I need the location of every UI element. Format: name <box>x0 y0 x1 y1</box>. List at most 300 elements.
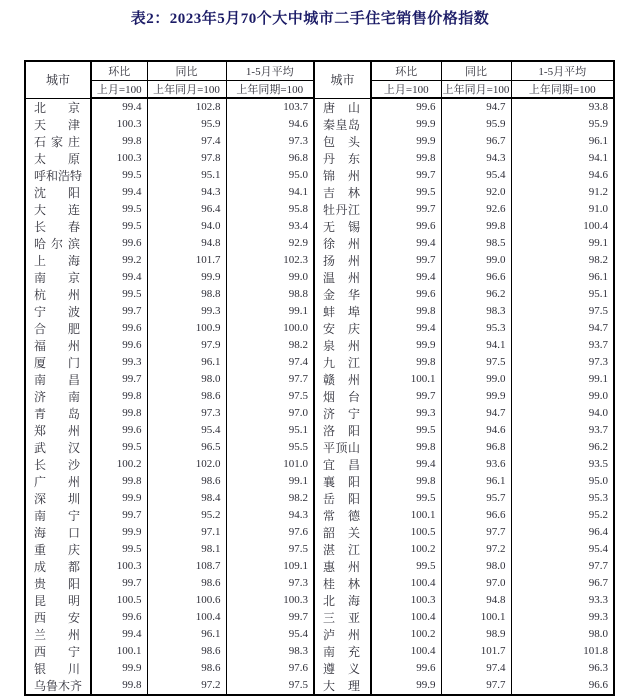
value-cell: 96.4 <box>588 526 608 539</box>
table-row <box>25 388 614 405</box>
table-row <box>25 558 614 575</box>
city-cell: 贵阳 <box>25 575 91 592</box>
table-row <box>25 167 614 184</box>
city-cell: 北海 <box>314 592 371 609</box>
city-cell: 海口 <box>25 524 91 541</box>
city-cell: 石家庄 <box>25 133 91 150</box>
value-cell: 102.8 <box>147 98 226 116</box>
table-row <box>25 218 614 235</box>
value-cell: 109.1 <box>226 558 314 575</box>
table-title: 表2：2023年5月70个大中城市二手住宅销售价格指数 <box>130 11 490 27</box>
value-cell: 99.4 <box>91 184 147 201</box>
value-cell: 94.8 <box>147 235 226 252</box>
city-cell: 武汉 <box>25 439 91 456</box>
value-cell: 96.5 <box>147 439 226 456</box>
city-cell: 三亚 <box>314 609 371 626</box>
table-row <box>25 133 614 150</box>
value-cell: 97.5 <box>588 305 608 318</box>
value-cell: 97.6 <box>226 524 314 541</box>
value-cell: 99.5 <box>371 184 441 201</box>
table-row <box>25 201 614 218</box>
value-cell: 99.6 <box>91 235 147 252</box>
value-cell: 97.2 <box>147 677 226 695</box>
city-cell: 南宁 <box>25 507 91 524</box>
table-row <box>25 422 614 439</box>
city-cell: 杭州 <box>25 286 91 303</box>
value-cell: 96.7 <box>441 133 511 150</box>
value-cell: 99.6 <box>91 337 147 354</box>
city-cell: 烟台 <box>314 388 371 405</box>
city-cell: 长春 <box>25 218 91 235</box>
city-cell: 乌鲁木齐 <box>25 677 91 695</box>
table-row <box>25 643 614 660</box>
value-cell: 94.3 <box>441 150 511 167</box>
value-cell: 97.9 <box>147 337 226 354</box>
table-row <box>25 337 614 354</box>
value-cell: 99.6 <box>91 609 147 626</box>
city-cell: 厦门 <box>25 354 91 371</box>
col-subheader-yoy-base-right: 上年同月=100 <box>441 81 511 99</box>
value-cell: 96.6 <box>588 679 608 692</box>
value-cell: 95.4 <box>147 422 226 439</box>
value-cell: 98.6 <box>147 575 226 592</box>
table-row <box>25 507 614 524</box>
value-cell: 98.8 <box>226 286 314 303</box>
value-cell: 93.7 <box>588 339 608 352</box>
value-cell: 98.4 <box>147 490 226 507</box>
value-cell: 96.7 <box>588 577 608 590</box>
value-cell: 95.4 <box>441 167 511 184</box>
city-cell: 牡丹江 <box>314 201 371 218</box>
value-cell: 99.1 <box>588 237 608 250</box>
table-row <box>25 116 614 133</box>
city-cell: 遵义 <box>314 660 371 677</box>
table-row <box>25 286 614 303</box>
value-cell: 94.7 <box>441 98 511 116</box>
value-cell: 99.9 <box>91 660 147 677</box>
table-row <box>25 677 614 695</box>
value-cell: 99.0 <box>441 252 511 269</box>
value-cell: 99.3 <box>371 405 441 422</box>
value-cell: 95.2 <box>588 509 608 522</box>
table-row <box>25 252 614 269</box>
city-cell: 秦皇岛 <box>314 116 371 133</box>
value-cell: 94.1 <box>226 184 314 201</box>
city-cell: 安庆 <box>314 320 371 337</box>
col-subheader-yoy-base-left: 上年同月=100 <box>147 81 226 99</box>
value-cell: 99.6 <box>371 98 441 116</box>
value-cell: 99.4 <box>371 320 441 337</box>
city-cell: 深圳 <box>25 490 91 507</box>
value-cell: 95.1 <box>226 422 314 439</box>
value-cell: 93.3 <box>588 594 608 607</box>
city-cell: 西安 <box>25 609 91 626</box>
city-cell: 蚌埠 <box>314 303 371 320</box>
value-cell: 94.7 <box>588 322 608 335</box>
city-cell: 宜昌 <box>314 456 371 473</box>
value-cell: 99.5 <box>91 541 147 558</box>
col-header-mom-left: 环比 <box>91 61 147 81</box>
value-cell: 100.4 <box>371 575 441 592</box>
city-cell: 锦州 <box>314 167 371 184</box>
value-cell: 99.6 <box>91 320 147 337</box>
value-cell: 95.9 <box>147 116 226 133</box>
value-cell: 101.7 <box>441 643 511 660</box>
value-cell: 99.8 <box>91 473 147 490</box>
value-cell: 91.2 <box>588 186 608 199</box>
col-header-city-right: 城市 <box>314 61 371 98</box>
city-cell: 九江 <box>314 354 371 371</box>
city-cell: 太原 <box>25 150 91 167</box>
value-cell: 95.5 <box>226 439 314 456</box>
value-cell: 100.4 <box>147 609 226 626</box>
value-cell: 98.5 <box>441 235 511 252</box>
value-cell: 100.4 <box>371 609 441 626</box>
col-header-avg-right: 1-5月平均 <box>511 61 614 81</box>
city-cell: 合肥 <box>25 320 91 337</box>
value-cell: 100.3 <box>226 592 314 609</box>
value-cell: 99.8 <box>371 439 441 456</box>
value-cell: 95.3 <box>441 320 511 337</box>
value-cell: 99.0 <box>441 371 511 388</box>
price-index-table <box>24 60 615 696</box>
table-row <box>25 609 614 626</box>
value-cell: 95.1 <box>147 167 226 184</box>
value-cell: 95.2 <box>147 507 226 524</box>
col-header-mom-right: 环比 <box>371 61 441 81</box>
table-row <box>25 150 614 167</box>
value-cell: 99.1 <box>226 473 314 490</box>
value-cell: 93.5 <box>588 458 608 471</box>
value-cell: 100.2 <box>91 456 147 473</box>
value-cell: 95.0 <box>226 167 314 184</box>
value-cell: 97.6 <box>226 660 314 677</box>
value-cell: 94.0 <box>147 218 226 235</box>
col-header-avg-left: 1-5月平均 <box>226 61 314 81</box>
value-cell: 98.6 <box>147 643 226 660</box>
city-cell: 呼和浩特 <box>25 167 91 184</box>
city-cell: 无锡 <box>314 218 371 235</box>
city-cell: 徐州 <box>314 235 371 252</box>
value-cell: 102.0 <box>147 456 226 473</box>
value-cell: 98.3 <box>226 643 314 660</box>
value-cell: 100.4 <box>583 220 608 233</box>
value-cell: 97.5 <box>226 677 314 695</box>
city-cell: 大连 <box>25 201 91 218</box>
value-cell: 99.8 <box>91 133 147 150</box>
value-cell: 98.2 <box>226 337 314 354</box>
value-cell: 100.1 <box>371 507 441 524</box>
table-row <box>25 541 614 558</box>
value-cell: 96.1 <box>147 354 226 371</box>
table-header <box>25 61 614 98</box>
value-cell: 101.8 <box>583 645 608 658</box>
city-cell: 银川 <box>25 660 91 677</box>
table-row <box>25 575 614 592</box>
value-cell: 99.7 <box>91 507 147 524</box>
value-cell: 97.5 <box>441 354 511 371</box>
city-cell: 平顶山 <box>314 439 371 456</box>
value-cell: 99.7 <box>371 167 441 184</box>
value-cell: 99.9 <box>147 269 226 286</box>
col-header-city-left: 城市 <box>25 61 91 98</box>
value-cell: 100.9 <box>147 320 226 337</box>
value-cell: 99.7 <box>371 201 441 218</box>
value-cell: 100.2 <box>371 626 441 643</box>
value-cell: 96.6 <box>441 269 511 286</box>
value-cell: 99.1 <box>226 303 314 320</box>
value-cell: 99.3 <box>91 354 147 371</box>
city-cell: 岳阳 <box>314 490 371 507</box>
value-cell: 99.4 <box>91 626 147 643</box>
value-cell: 94.7 <box>441 405 511 422</box>
table-row <box>25 303 614 320</box>
value-cell: 99.4 <box>371 235 441 252</box>
value-cell: 98.1 <box>147 541 226 558</box>
city-cell: 常德 <box>314 507 371 524</box>
value-cell: 99.6 <box>371 218 441 235</box>
value-cell: 99.9 <box>371 133 441 150</box>
table-row <box>25 371 614 388</box>
value-cell: 97.4 <box>441 660 511 677</box>
value-cell: 101.0 <box>226 456 314 473</box>
value-cell: 97.3 <box>226 575 314 592</box>
city-cell: 北京 <box>25 98 91 116</box>
value-cell: 94.3 <box>147 184 226 201</box>
table-row <box>25 456 614 473</box>
value-cell: 98.6 <box>147 388 226 405</box>
value-cell: 100.3 <box>371 592 441 609</box>
value-cell: 99.5 <box>371 490 441 507</box>
value-cell: 95.3 <box>588 492 608 505</box>
table-row <box>25 320 614 337</box>
col-subheader-mom-base-left: 上月=100 <box>91 81 147 99</box>
value-cell: 99.8 <box>91 405 147 422</box>
value-cell: 99.1 <box>588 373 608 386</box>
value-cell: 99.5 <box>91 167 147 184</box>
value-cell: 95.1 <box>588 288 608 301</box>
city-cell: 丹东 <box>314 150 371 167</box>
table-row <box>25 98 614 116</box>
value-cell: 99.3 <box>147 303 226 320</box>
city-cell: 温州 <box>314 269 371 286</box>
city-cell: 唐山 <box>314 98 371 116</box>
city-cell: 成都 <box>25 558 91 575</box>
value-cell: 99.7 <box>226 609 314 626</box>
value-cell: 99.8 <box>371 150 441 167</box>
city-cell: 宁波 <box>25 303 91 320</box>
city-cell: 桂林 <box>314 575 371 592</box>
value-cell: 99.8 <box>91 677 147 695</box>
value-cell: 100.4 <box>371 643 441 660</box>
table-row <box>25 524 614 541</box>
value-cell: 99.3 <box>588 611 608 624</box>
value-cell: 100.3 <box>91 558 147 575</box>
value-cell: 94.6 <box>226 116 314 133</box>
value-cell: 98.6 <box>147 473 226 490</box>
value-cell: 99.8 <box>371 303 441 320</box>
value-cell: 96.8 <box>226 150 314 167</box>
value-cell: 95.0 <box>588 475 608 488</box>
city-cell: 泉州 <box>314 337 371 354</box>
value-cell: 99.8 <box>371 473 441 490</box>
value-cell: 95.8 <box>226 201 314 218</box>
table-row <box>25 592 614 609</box>
value-cell: 99.9 <box>371 337 441 354</box>
value-cell: 99.7 <box>371 252 441 269</box>
value-cell: 99.5 <box>91 286 147 303</box>
value-cell: 102.3 <box>226 252 314 269</box>
value-cell: 97.7 <box>226 371 314 388</box>
value-cell: 98.2 <box>588 254 608 267</box>
table-body <box>25 98 614 695</box>
value-cell: 94.3 <box>226 507 314 524</box>
value-cell: 97.0 <box>226 405 314 422</box>
value-cell: 100.0 <box>226 320 314 337</box>
value-cell: 97.3 <box>226 133 314 150</box>
value-cell: 97.8 <box>147 150 226 167</box>
city-cell: 襄阳 <box>314 473 371 490</box>
city-cell: 惠州 <box>314 558 371 575</box>
value-cell: 99.4 <box>371 269 441 286</box>
value-cell: 96.2 <box>441 286 511 303</box>
value-cell: 100.1 <box>91 643 147 660</box>
value-cell: 99.5 <box>91 218 147 235</box>
value-cell: 97.5 <box>226 541 314 558</box>
value-cell: 100.1 <box>441 609 511 626</box>
value-cell: 100.2 <box>371 541 441 558</box>
city-cell: 济南 <box>25 388 91 405</box>
col-header-yoy-right: 同比 <box>441 61 511 81</box>
value-cell: 100.1 <box>371 371 441 388</box>
value-cell: 99.9 <box>91 490 147 507</box>
value-cell: 99.5 <box>371 558 441 575</box>
value-cell: 93.7 <box>588 424 608 437</box>
value-cell: 96.1 <box>588 135 608 148</box>
value-cell: 99.6 <box>371 286 441 303</box>
value-cell: 91.0 <box>588 203 608 216</box>
city-cell: 包头 <box>314 133 371 150</box>
table-row <box>25 473 614 490</box>
value-cell: 99.6 <box>371 660 441 677</box>
value-cell: 99.9 <box>371 116 441 133</box>
value-cell: 99.9 <box>371 677 441 695</box>
table-row <box>25 490 614 507</box>
value-cell: 95.4 <box>226 626 314 643</box>
value-cell: 103.7 <box>226 98 314 116</box>
value-cell: 94.8 <box>441 592 511 609</box>
value-cell: 96.1 <box>147 626 226 643</box>
table-row <box>25 660 614 677</box>
value-cell: 99.0 <box>588 390 608 403</box>
table-row <box>25 626 614 643</box>
table-row <box>25 235 614 252</box>
value-cell: 99.5 <box>371 422 441 439</box>
value-cell: 95.9 <box>441 116 511 133</box>
value-cell: 94.0 <box>588 407 608 420</box>
city-cell: 昆明 <box>25 592 91 609</box>
value-cell: 98.6 <box>147 660 226 677</box>
city-cell: 兰州 <box>25 626 91 643</box>
table-row <box>25 439 614 456</box>
value-cell: 97.3 <box>588 356 608 369</box>
value-cell: 100.5 <box>91 592 147 609</box>
city-cell: 湛江 <box>314 541 371 558</box>
value-cell: 96.8 <box>441 439 511 456</box>
value-cell: 99.5 <box>91 439 147 456</box>
value-cell: 99.7 <box>91 303 147 320</box>
value-cell: 97.4 <box>226 354 314 371</box>
value-cell: 101.7 <box>147 252 226 269</box>
value-cell: 100.5 <box>371 524 441 541</box>
value-cell: 92.0 <box>441 184 511 201</box>
city-cell: 泸州 <box>314 626 371 643</box>
value-cell: 98.0 <box>441 558 511 575</box>
value-cell: 94.1 <box>588 152 608 165</box>
city-cell: 南充 <box>314 643 371 660</box>
value-cell: 99.8 <box>441 218 511 235</box>
city-cell: 扬州 <box>314 252 371 269</box>
city-cell: 韶关 <box>314 524 371 541</box>
value-cell: 100.6 <box>147 592 226 609</box>
value-cell: 92.9 <box>226 235 314 252</box>
value-cell: 94.6 <box>441 422 511 439</box>
col-header-yoy-left: 同比 <box>147 61 226 81</box>
value-cell: 99.4 <box>91 98 147 116</box>
value-cell: 97.5 <box>226 388 314 405</box>
col-subheader-avg-base-left: 上年同期=100 <box>226 81 314 99</box>
value-cell: 95.7 <box>441 490 511 507</box>
value-cell: 96.1 <box>441 473 511 490</box>
value-cell: 99.9 <box>441 388 511 405</box>
value-cell: 98.2 <box>226 490 314 507</box>
value-cell: 92.6 <box>441 201 511 218</box>
value-cell: 99.8 <box>91 388 147 405</box>
value-cell: 99.9 <box>91 524 147 541</box>
value-cell: 94.6 <box>588 169 608 182</box>
value-cell: 97.2 <box>441 541 511 558</box>
city-cell: 赣州 <box>314 371 371 388</box>
value-cell: 99.0 <box>226 269 314 286</box>
table-row <box>25 405 614 422</box>
city-cell: 长沙 <box>25 456 91 473</box>
table-row <box>25 269 614 286</box>
city-cell: 天津 <box>25 116 91 133</box>
value-cell: 99.7 <box>371 388 441 405</box>
city-cell: 吉林 <box>314 184 371 201</box>
city-cell: 金华 <box>314 286 371 303</box>
table-row <box>25 184 614 201</box>
value-cell: 99.6 <box>91 422 147 439</box>
value-cell: 98.8 <box>147 286 226 303</box>
value-cell: 100.3 <box>91 116 147 133</box>
value-cell: 97.7 <box>441 524 511 541</box>
value-cell: 98.0 <box>588 628 608 641</box>
value-cell: 97.3 <box>147 405 226 422</box>
value-cell: 99.7 <box>91 371 147 388</box>
value-cell: 96.3 <box>588 662 608 675</box>
value-cell: 93.6 <box>441 456 511 473</box>
value-cell: 99.4 <box>91 269 147 286</box>
value-cell: 97.7 <box>588 560 608 573</box>
city-cell: 郑州 <box>25 422 91 439</box>
city-cell: 西宁 <box>25 643 91 660</box>
value-cell: 96.2 <box>588 441 608 454</box>
value-cell: 94.1 <box>441 337 511 354</box>
value-cell: 96.6 <box>441 507 511 524</box>
city-cell: 南京 <box>25 269 91 286</box>
city-cell: 哈尔滨 <box>25 235 91 252</box>
